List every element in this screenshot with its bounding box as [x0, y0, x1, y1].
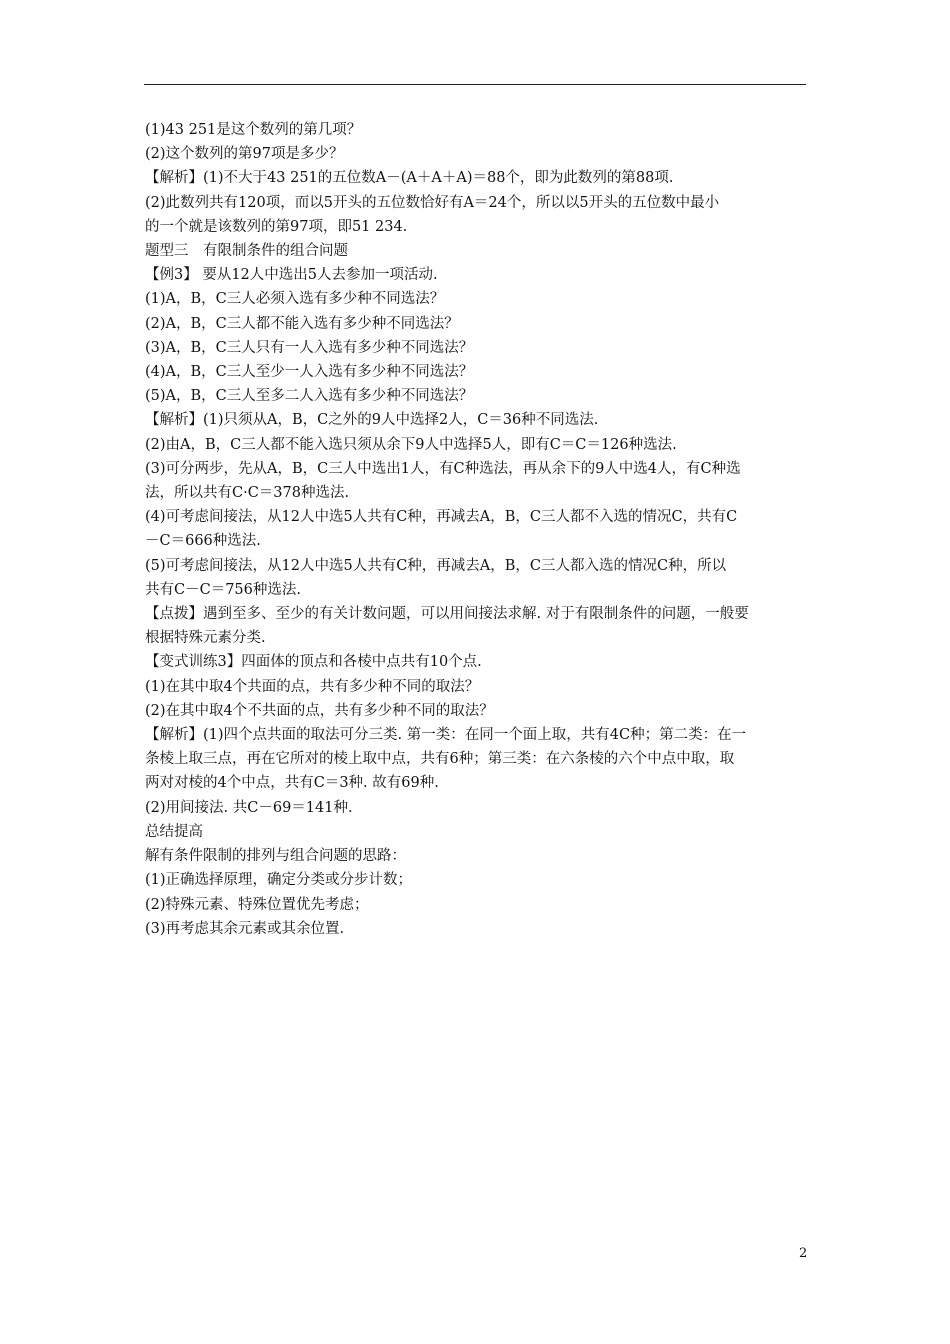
document-body [145, 118, 810, 941]
text-line: 的一个就是该数列的第97项，即51 234. [145, 218, 408, 235]
text-line: 两对对棱的4个中点，共有C＝3种. 故有69种. [145, 775, 439, 792]
text-line: (2)此数列共有120项，而以5开头的五位数恰好有A＝24个，所以以5开头的五位数中最小 [145, 194, 720, 211]
text-line: (2)A，B，C三人都不能入选有多少种不同选法？ [145, 315, 459, 332]
text-line: 共有C－C＝756种选法. [145, 581, 301, 598]
text-line: (2)用间接法. 共C－69＝141种. [145, 799, 353, 816]
text-line: (1)在其中取4个共面的点，共有多少种不同的取法？ [145, 678, 480, 695]
text-line: (2)由A，B，C三人都不能入选只须从余下9人中选择5人，即有C＝C＝126种选法. [145, 436, 677, 453]
section-heading: 题型三 有限制条件的组合问题 [145, 243, 348, 260]
text-line: 【解析】(1)不大于43 251的五位数A－(A＋A＋A)＝88个，即为此数列的第88项. [145, 170, 674, 187]
text-line: 【点拨】遇到至多、至少的有关计数问题，可以用间接法求解. 对于有限制条件的问题，一般要 [145, 606, 749, 623]
text-line: (1)A，B，C三人必须入选有多少种不同选法？ [145, 291, 445, 308]
text-line: 解有条件限制的排列与组合问题的思路： [145, 848, 406, 865]
text-line: (3)再考虑其余元素或其余位置. [145, 920, 345, 937]
header-rule [144, 84, 806, 85]
text-line: －C＝666种选法. [145, 533, 261, 550]
text-line: (4)A，B，C三人至少一人入选有多少种不同选法？ [145, 364, 474, 381]
summary-heading: 总结提高 [145, 823, 203, 840]
text-line: (2)这个数列的第97项是多少？ [145, 146, 344, 163]
text-line: (5)A，B，C三人至多二人入选有多少种不同选法？ [145, 388, 474, 405]
text-line: 【解析】(1)只须从A，B，C之外的9人中选择2人，C＝36种不同选法. [145, 412, 599, 429]
text-line: (1)43 251是这个数列的第几项？ [145, 122, 362, 138]
text-line: (5)可考虑间接法，从12人中选5人共有C种，再减去A，B，C三人都入选的情况C种，所以 [145, 557, 727, 574]
example-heading: 【例3】 要从12人中选出5人去参加一项活动. [145, 267, 438, 284]
text-line: 根据特殊元素分类. [145, 630, 266, 647]
text-line: (3)可分两步，先从A，B，C三人中选出1人，有C种选法，再从余下的9人中选4人，有C种选 [145, 460, 741, 477]
page-number: 2 [799, 1246, 808, 1261]
text-line: (2)在其中取4个不共面的点，共有多少种不同的取法？ [145, 702, 494, 719]
text-line: (4)可考虑间接法，从12人中选5人共有C种，再减去A，B，C三人都不入选的情况C，共有C [145, 509, 738, 526]
text-line: (2)特殊元素、特殊位置优先考虑； [145, 896, 369, 913]
text-line: (1)正确选择原理，确定分类或分步计数； [145, 872, 413, 889]
exercise-heading: 【变式训练3】四面体的顶点和各棱中点共有10个点. [145, 654, 482, 671]
text-line: 法，所以共有C·C＝378种选法. [145, 485, 350, 502]
text-line: 条棱上取三点，再在它所对的棱上取中点，共有6种；第三类：在六条棱的六个中点中取，取 [145, 751, 735, 768]
text-line: 【解析】(1)四个点共面的取法可分三类. 第一类：在同一个面上取，共有4C种；第二类：在一 [145, 727, 747, 744]
text-line: (3)A，B，C三人只有一人入选有多少种不同选法？ [145, 339, 474, 356]
